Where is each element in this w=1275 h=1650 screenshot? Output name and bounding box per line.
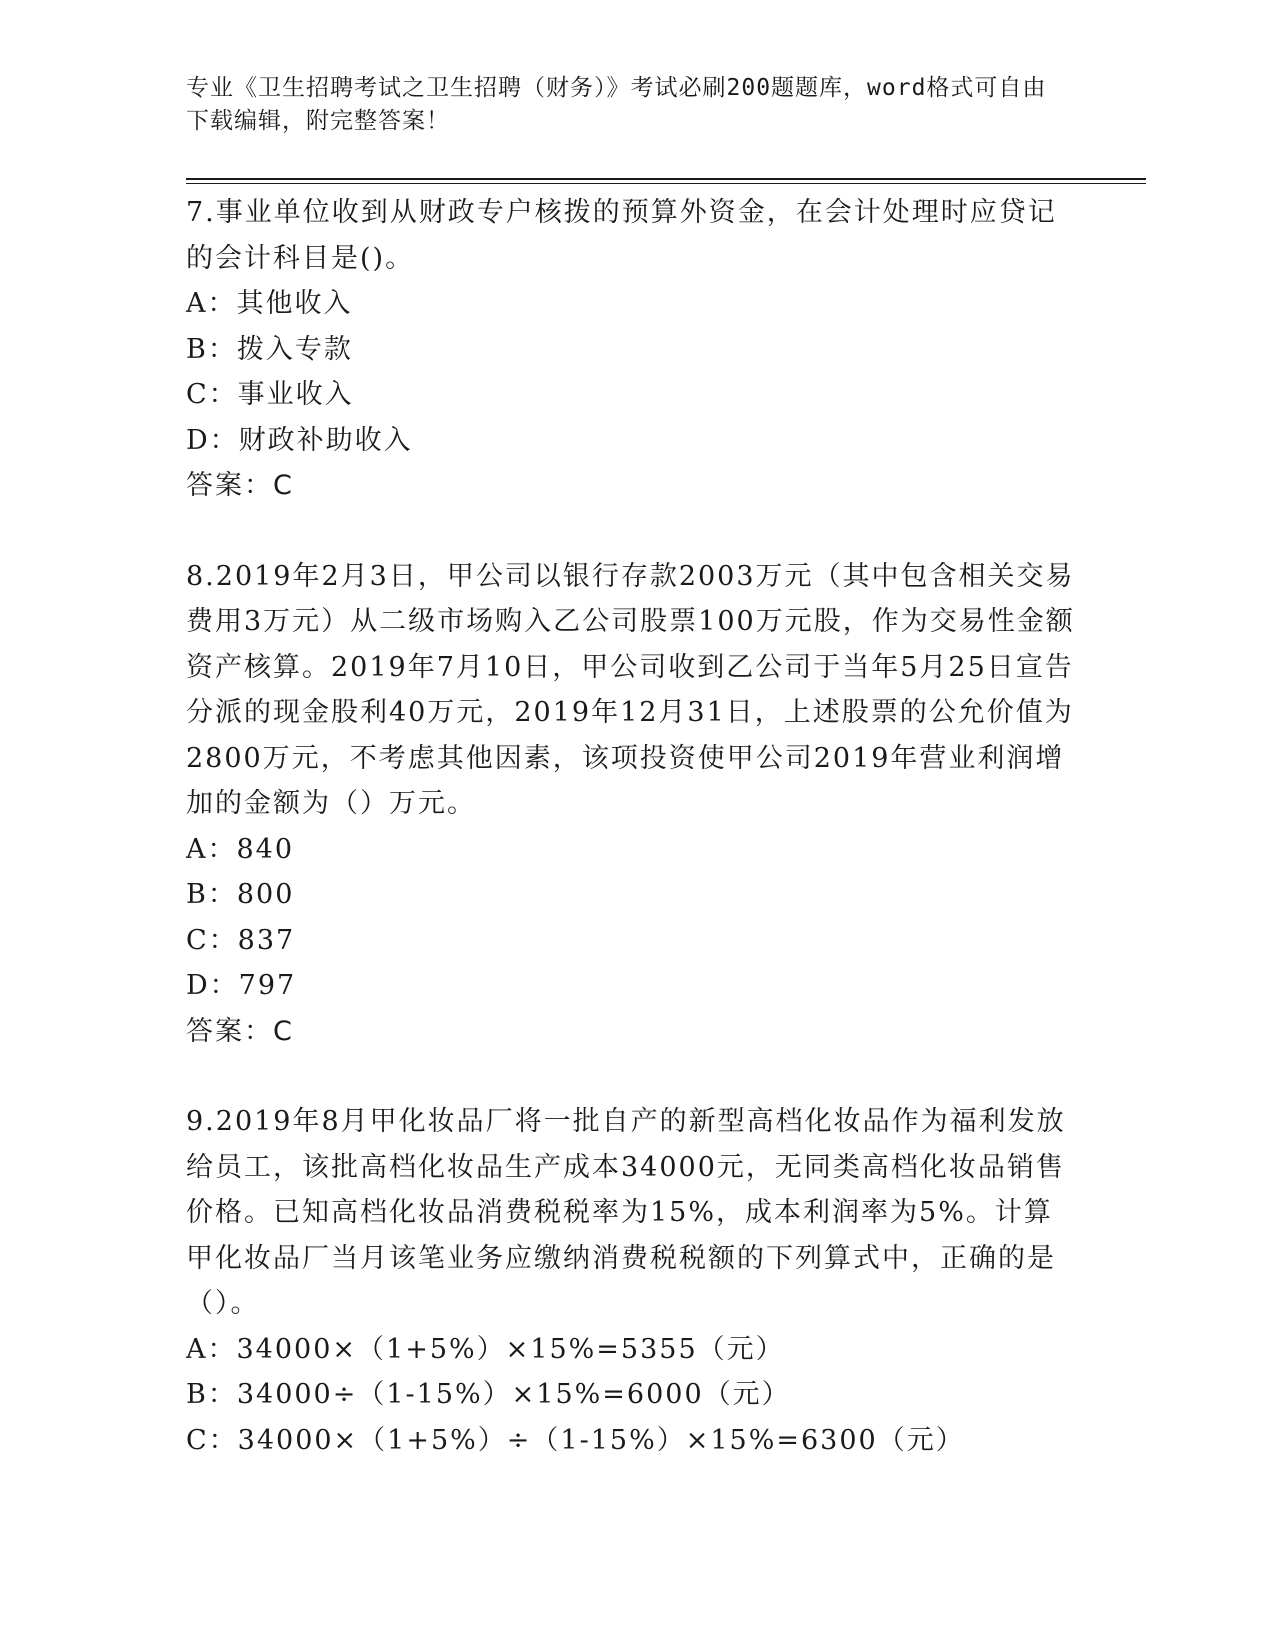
option-a: A：34000×（1+5%）×15%=5355（元）: [186, 1333, 785, 1365]
option-c: C：34000×（1+5%）÷（1-15%）×15%=6300（元）: [186, 1424, 965, 1456]
option-b: B：800: [186, 879, 295, 910]
question-text: 9.2019年8月甲化妆品厂将一批自产的新型高档化妆品作为福利发放给员工，该批高档化妆品生产成本34000元，无同类高档化妆品销售价格。已知高档化妆品消费税税率为15%，成本利润率为5%。计算甲化妆品厂当月该笔业务应缴纳消费税税额的下列算式中，正确的是（）。: [186, 1106, 1066, 1319]
header-divider-thin: [186, 183, 1146, 184]
question-text: 8.2019年2月3日，甲公司以银行存款2003万元（其中包含相关交易费用3万元）从二级市场购入乙公司股票100万元股，作为交易性金额资产核算。2019年7月10日，甲公司收到乙公司于当年5月25日宣告分派的现金股利40万元，2019年12月31日，上述股票的公允价值为2800万元，不考虑其他因素，该项投资使甲公司2019年营业利润增加的金额为（）万元。: [186, 560, 1075, 819]
header-divider-thick: [186, 178, 1146, 180]
option-c: C：事业收入: [186, 379, 354, 410]
question-7: [186, 190, 1076, 509]
option-d: D：797: [186, 970, 297, 1001]
question-8: [186, 554, 1076, 1055]
option-b: B：34000÷（1-15%）×15%=6000（元）: [186, 1379, 791, 1410]
option-a: A：840: [186, 833, 295, 865]
option-b: B：拨入专款: [186, 333, 353, 365]
option-d: D：财政补助收入: [186, 424, 413, 456]
answer-line: 答案：C: [186, 470, 294, 501]
question-9: [186, 1099, 1076, 1463]
question-list: [186, 190, 1076, 1463]
option-c: C：837: [186, 924, 296, 956]
question-text: 7.事业单位收到从财政专户核拨的预算外资金，在会计处理时应贷记的会计科目是()。: [186, 197, 1057, 274]
document-header: 专业《卫生招聘考试之卫生招聘（财务）》考试必刷200题题库，word格式可自由下载编辑，附完整答案！: [186, 75, 1047, 134]
option-a: A：其他收入: [186, 288, 353, 319]
answer-line: 答案：C: [186, 1015, 294, 1047]
